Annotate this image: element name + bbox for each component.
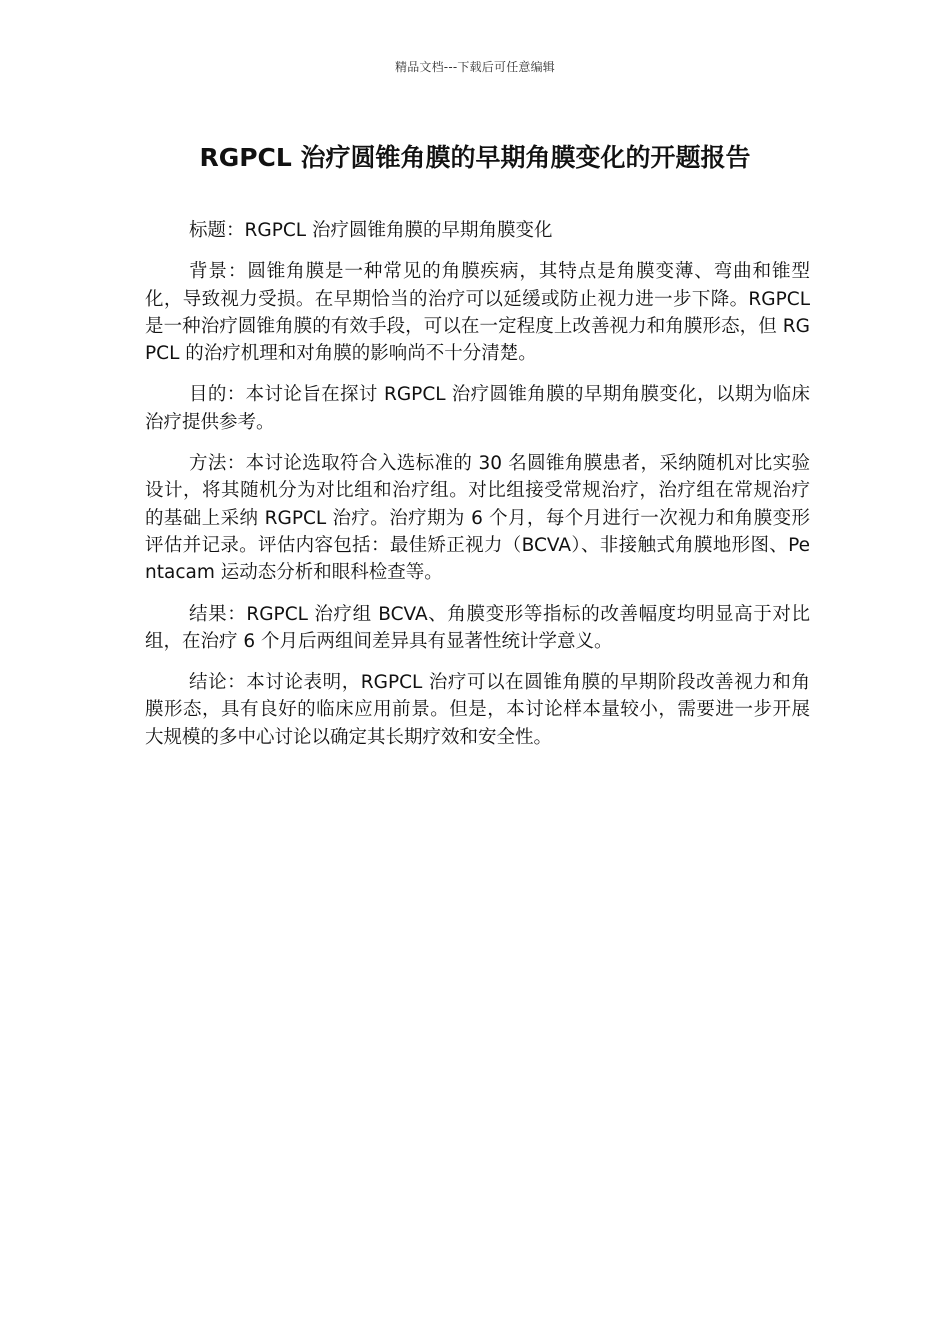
page-title: RGPCL 治疗圆锥角膜的早期角膜变化的开题报告 xyxy=(199,143,751,172)
paragraph-topic xyxy=(145,217,810,244)
paragraph-text: 圆锥角膜是一种常见的角膜疾病，其特点是角膜变薄、弯曲和锥型化，导致视力受损。在早期恰当的治疗可以延缓或防止视力进一步下降。RGPCL 是一种治疗圆锥角膜的有效手段，可以在一定程度上改善视力和角膜形态，但 RGPCL 的治疗机理和对角膜的影响尚不十分清楚。 xyxy=(145,261,810,365)
paragraph-results xyxy=(145,601,810,656)
paragraph-label: 结果： xyxy=(189,603,247,625)
paragraph-label: 目的： xyxy=(189,384,246,406)
paragraph-methods xyxy=(145,450,810,586)
paragraph-label: 结论： xyxy=(189,672,247,694)
paragraph-text: 本讨论表明，RGPCL 治疗可以在圆锥角膜的早期阶段改善视力和角膜形态，具有良好的临床应用前景。但是，本讨论样本量较小，需要进一步开展大规模的多中心讨论以确定其长期疗效和安全性。 xyxy=(145,672,810,748)
paragraph-label: 方法： xyxy=(189,453,246,475)
paragraph-text: RGPCL 治疗圆锥角膜的早期角膜变化 xyxy=(244,220,553,241)
paragraph-text: 本讨论选取符合入选标准的 30 名圆锥角膜患者，采纳随机对比实验设计，将其随机分为对比组和治疗组。对比组接受常规治疗，治疗组在常规治疗的基础上采纳 RGPCL 治疗。治疗期为 6 个月，每个月进行一次视力和角膜变形评估并记录。评估内容包括：最佳矫正视力（BCVA）、非接触式角膜地形图、Pentacam 运动态分析和眼科检查等。 xyxy=(145,453,810,584)
document-body xyxy=(145,217,810,765)
paragraph-text: RGPCL 治疗组 BCVA、角膜变形等指标的改善幅度均明显高于对比组，在治疗 6 个月后两组间差异具有显著性统计学意义。 xyxy=(145,603,810,652)
paragraph-conclusion xyxy=(145,669,810,751)
paragraph-objective xyxy=(145,381,810,436)
header-note: 精品文档---下载后可任意编辑 xyxy=(395,60,555,74)
paragraph-label: 背景： xyxy=(189,261,248,283)
paragraph-text: 本讨论旨在探讨 RGPCL 治疗圆锥角膜的早期角膜变化，以期为临床治疗提供参考。 xyxy=(145,384,810,433)
paragraph-label: 标题： xyxy=(189,220,245,241)
paragraph-background xyxy=(145,258,810,367)
